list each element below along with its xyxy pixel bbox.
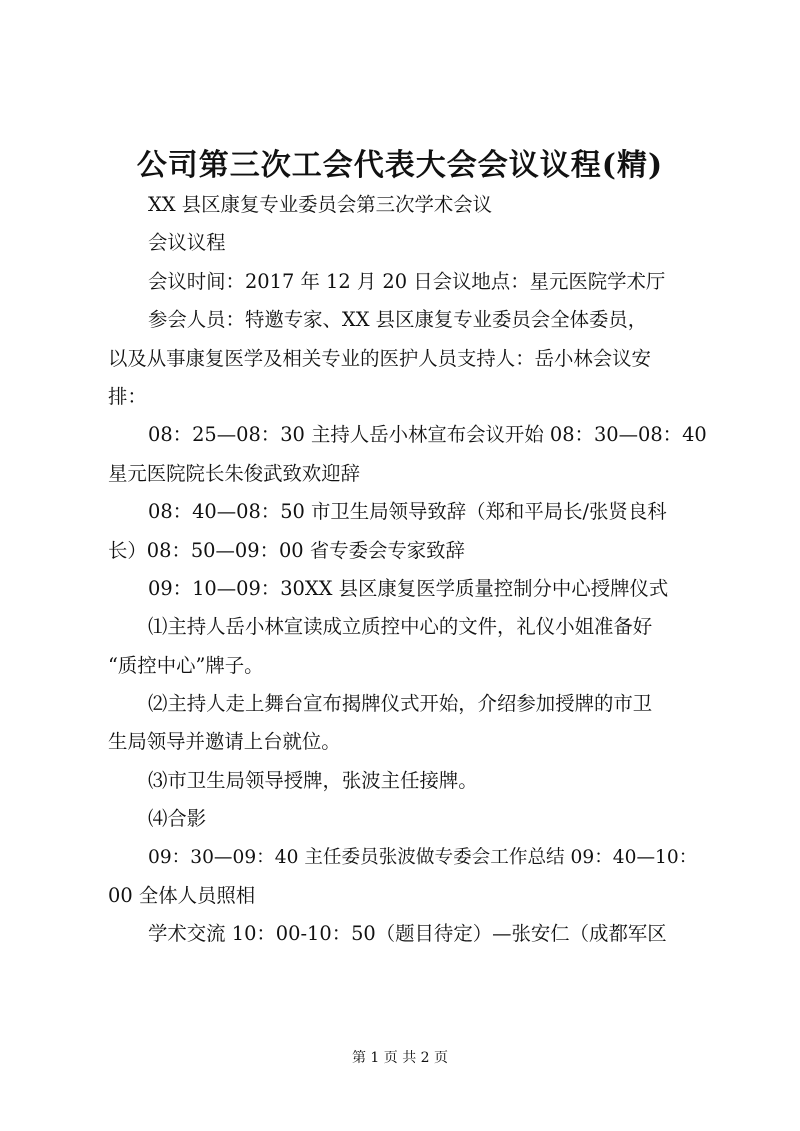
body-line: 08：25—08：30 主持人岳小林宣布会议开始 08：30—08：40 bbox=[148, 423, 707, 447]
body-line: 09：10—09：30XX 县区康复医学质量控制分中心授牌仪式 bbox=[148, 576, 669, 600]
body-line: 生局领导并邀请上台就位。 bbox=[108, 730, 341, 754]
body-line: 00 全体人员照相 bbox=[108, 884, 256, 908]
document-body bbox=[108, 186, 708, 954]
body-line: 会议议程 bbox=[148, 231, 226, 255]
body-line: ⑵主持人走上舞台宣布揭牌仪式开始，介绍参加授牌的市卫 bbox=[148, 692, 653, 716]
body-line: 学术交流 10：00-10：50（题目待定）—张安仁（成都军区 bbox=[148, 922, 667, 946]
body-line: ⑷合影 bbox=[148, 807, 207, 831]
body-line: 08：40—08：50 市卫生局领导致辞（郑和平局长/张贤良科 bbox=[148, 500, 667, 524]
body-line: 参会人员：特邀专家、XX 县区康复专业委员会全体委员， bbox=[148, 308, 648, 332]
body-line: 会议时间：2017 年 12 月 20 日会议地点：星元医院学术厅 bbox=[148, 269, 666, 293]
body-line: “质控中心”牌子。 bbox=[108, 653, 264, 677]
body-line: ⑴主持人岳小林宣读成立质控中心的文件，礼仪小姐准备好 bbox=[148, 615, 653, 639]
page-footer: 第 1 页 共 2 页 bbox=[351, 1050, 449, 1066]
body-line: ⑶市卫生局领导授牌，张波主任接牌。 bbox=[148, 768, 478, 792]
body-line: 排： bbox=[108, 384, 147, 408]
body-line: 星元医院院长朱俊武致欢迎辞 bbox=[108, 461, 361, 485]
body-line: 以及从事康复医学及相关专业的医护人员支持人：岳小林会议安 bbox=[108, 346, 651, 370]
body-line: 09：30—09：40 主任委员张波做专委会工作总结 09：40—10： bbox=[148, 846, 698, 868]
body-line: 长）08：50—09：00 省专委会专家致辞 bbox=[108, 538, 465, 562]
body-line: XX 县区康复专业委员会第三次学术会议 bbox=[148, 193, 493, 216]
document-title: 公司第三次工会代表大会会议议程(精) bbox=[136, 148, 664, 183]
